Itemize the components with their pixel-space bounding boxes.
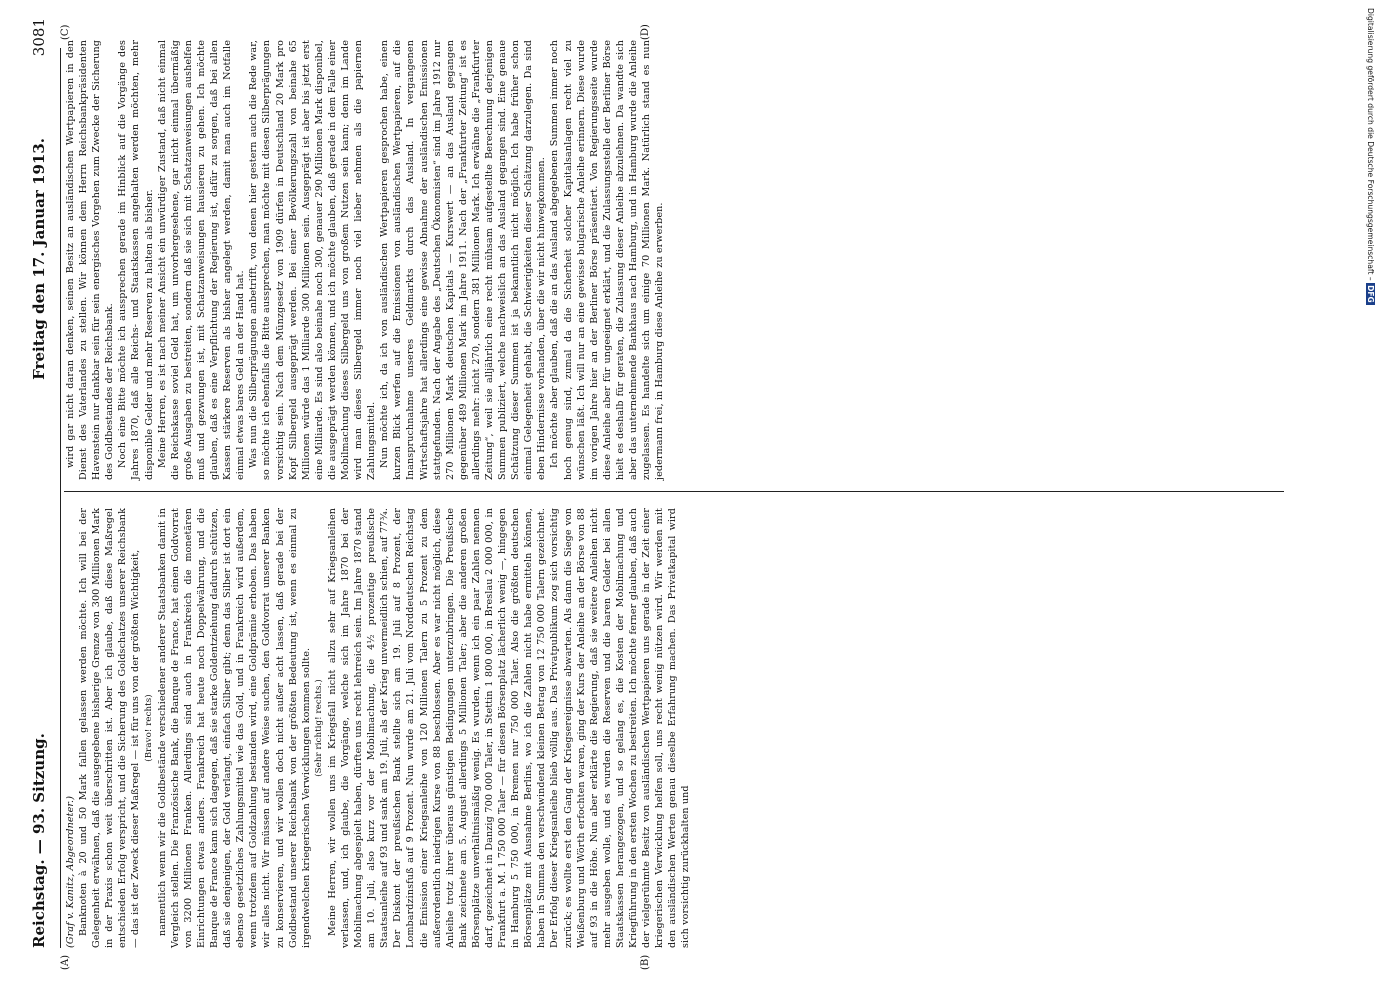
- header-date: Freitag den 17. Januar 1913.: [30, 138, 48, 380]
- paragraph: Nun möchte ich, da ich von ausländischen Wertpapieren gesprochen habe, einen kurzen Blick werfen auf die Emissionen von ausländischen Wertpapieren, auf die Inanspruchnahme unseres Geldmarkts durch das Ausland. In vergangenen Wirtschaftsjahre hat allerdings eine gewisse Abnahme der ausländischen Emissionen stattgefunden. Nach der Angabe des „Deutschen Ökonomisten“ sind im Jahre 1912 nur 270 Millionen Mark deutschen Kapitals — Kurswert — an das Ausland gegangen gegenüber 489 Millionen Mark im Jahre 1911. Nach der „Frankfurter Zeitung“ ist es allerdings mehr: nicht 270, sondern 381 Millionen Mark. Ich erwähne die „Frankfurter Zeitung“, weil sie alljährlich eine recht mühsam aufgestellte Berechnung derjenigen Summen publiziert, welche nachweislich an das Ausland gegangen sind. Eine genaue Schätzung dieser Summen ist ja bekanntlich nicht möglich. Ich habe früher schon einmal Gelegenheit gehabt, die Schwierigkeiten dieser Schätzung darzulegen. Da sind eben Hindernisse vorhanden, über die wir nicht hinwegkommen.: [379, 40, 548, 480]
- paragraph: Meine Herren, es ist nach meiner Ansicht ein unwürdiger Zustand, daß nicht einmal die Reichskasse soviel Geld hat, um unvorhergesehene, gar nicht einmal übermäßig große Ausgaben zu bestreiten, sondern daß sie sich mit Schatzanweisungen aushelfen muß und gezwungen ist, mit Schatzanweisungen hausieren zu gehen. Ich möchte glauben, daß es eine Verpflichtung der Regierung ist, dafür zu sorgen, daß bei allen Kassen stärkere Reserven als bisher angelegt werden, damit man auch im Notfalle einmal etwas bares Geld an der Hand hat.: [156, 40, 247, 480]
- speaker-line: (Graf v. Kanitz, Abgeordneter.): [65, 795, 76, 948]
- paragraph: Noch eine Bitte möchte ich aussprechen gerade im Hinblick auf die Vorgänge des Jahres 1870, daß alle Reichs- und Staatskassen angehalten werden möchten, mehr disponible Gelder und mehr Reserven zu halten als bisher.: [117, 40, 155, 480]
- paragraph: Meine Herren, wir wollen uns im Kriegsfall nicht allzu sehr auf Kriegsanleihen verlassen, und, ich glaube, die Vorgänge, welche sich im Jahre 1870 bei der Mobilmachung abgespielt haben, dürften uns recht lehrreich sein. Im Jahre 1870 stand am 10. Juli, also kurz vor der Mobilmachung, die 4½ prozentige preußische Staatsanleihe auf 93 und sank am 19. Juli, als der Krieg unvermeidlich schien, auf 77¾. Der Diskont der preußischen Bank stellte sich am 19. Juli auf 8 Prozent, der Lombardzinsfuß auf 9 Prozent. Nun wurde am 21. Juli vom Norddeutschen Reichstag die Emission einer Kriegsanleihe von 120 Millionen Talern zu 5 Prozent zu dem außerordentlich niedrigen Kurse von 88 beschlossen. Aber es war nicht möglich, diese Anleihe trotz ihrer überaus günstigen Bedingungen unterzubringen. Die Preußische Bank zeichnete am 5. August allerdings 5 Millionen Taler; aber die anderen großen Börsenplätze unverhältnismäßig wenig. Es wurden, wenn ich ein paar Zahlen nennen darf, gezeichnet in Danzig 700 000 Taler, in Stettin 1 800 000, in Breslau 2 000 000, in Frankfurt a. M. 1 750 000 Taler — für diesen Börsenplatz lächerlich wenig —, hingegen in Hamburg 5 750 000, in Bremen nur 750 000 Taler. Also die größten deutschen Börsenplätze mit Ausnahme Berlins, wo ich die Zahlen nicht habe ermitteln können, haben in Summa den verschwindend kleinen Betrag von 12 750 000 Talern gezeichnet. Der Erfolg dieser Kriegsanleihe blieb völlig aus. Das Privatpublikum zog sich vorsichtig zurück; es wollte erst den Gang der Kriegsereignisse abwarten. Als dann die Siege von Weißenburg und Wörth erfochten waren, ging der Kurs der Anleihe an der Börse von 88 auf 93 in die Höhe. Nun aber erklärte die Regierung, daß sie weitere Anleihen nicht mehr ausgeben wolle, und es wurden die Reserven und die baren Gelder bei allen Staatskassen herangezogen, und so gelang es, die Kosten der Mobilmachung und Kriegführung in den ersten Wochen zu bestreiten. Ich möchte ferner glauben, daß auch der vielgerühmte Besitz von ausländischen Wertpapieren uns gerade in der Zeit einer kriegerischen Verwicklung helfen soll, uns recht wenig nützen wird. Wir werden mit den ausländischen Werten genau dieselbe Erfahrung machen. Das Privatkapital wird sich vorsichtig zurückhalten und: [326, 508, 692, 948]
- left-column: [64, 508, 693, 948]
- margin-marker-a: (A): [60, 954, 71, 970]
- header-session: Reichstag. — 93. Sitzung.: [30, 733, 48, 948]
- interjection: (Sehr richtig! rechts.): [313, 679, 324, 777]
- dfg-logo: DFG: [1366, 285, 1375, 303]
- paragraph: Was nun die Silberprägungen anbetrifft, von denen hier gestern auch die Rede war, so möchte ich ebenfalls die Bitte aussprechen, man möchte mit diesen Silberprägungen vorsichtig sein. Nach dem Münzgesetz von 1909 dürfen in Deutschland 20 Mark pro Kopf Silbergeld ausgeprägt werden. Bei einer Bevölkerungszahl von beinahe 65 Millionen würde das 1 Milliarde 300 Millionen sein. Ausgeprägt ist aber bis jetzt erst eine Milliarde. Es sind also beinahe noch 300, genauer 290 Millionen Mark disponibel, die ausgeprägt werden können, und ich möchte glauben, daß gerade in dem Falle einer Mobilmachung dieses Silbergeld uns von großem Nutzen sein kann; denn im Lande wird man dieses Silbergeld immer noch viel lieber nehmen als die papiernen Zahlungsmittel.: [248, 40, 378, 480]
- right-column: [64, 40, 666, 480]
- digitization-credit: [1365, 8, 1375, 528]
- page-number: 3081: [30, 18, 48, 57]
- paragraph: namentlich wenn wir die Goldbestände verschiedener anderer Staatsbanken damit in Vergleich stellen. Die Französische Bank, die Banque de France, hat einen Goldvorrat von 3200 Millionen Franken. Allerdings sind auch in Frankreich die monetären Einrichtungen etwas anders. Frankreich hat heute noch Doppelwährung, und die Banque de France kann sich dagegen, daß sie starke Goldentziehung dadurch schützen, daß sie denjenigen, der Gold verlangt, einfach Silber gibt; denn das Silber ist dort ein ebenso gesetzliches Zahlungsmittel wie das Gold, und in Frankreich wird außerdem, wenn trotzdem auf Goldzahlung bestanden wird, eine Goldprämie erhoben. Das haben wir alles nicht. Wir müssen auf andere Weise suchen, den Goldvorrat unserer Banken zu konservieren, und wir wollen doch nicht außer acht lassen, daß gerade bei der Goldbestand unserer Reichsbank von der größten Bedeutung ist, wenn es einmal zu irgendwelchen kriegerischen Verwicklungen kommen sollte.: [156, 508, 312, 948]
- column-divider: [64, 491, 1284, 492]
- margin-marker-c: (C): [60, 24, 71, 40]
- paragraph: Ich möchte aber glauben, daß die an das Ausland abgegebenen Summen immer noch hoch genug sind, zumal da die Sicherheit solcher Kapitalsanlagen recht viel zu wünschen läßt. Ich will nur an eine gewisse bulgarische Anleihe erinnern. Diese wurde im vorigen Jahre hier an der Berliner Börse präsentiert. Von Regierungsseite wurde diese Anleihe aber für ungeeignet erklärt, und die Zulassungsstelle der Berliner Börse hielt es deshalb für geraten, die Zulassung dieser Anleihe abzulehnen. Da wandte sich aber das unternehmende Bankhaus nach Hamburg, und in Hamburg wurde die Anleihe zugelassen. Es handelte sich um einige 70 Millionen Mark. Natürlich stand es nun jedermann frei, in Hamburg diese Anleihe zu erwerben.: [549, 40, 666, 480]
- paragraph: Banknoten à 20 und 50 Mark fallen gelassen werden möchte. Ich will bei der Gelegenheit erwähnen, daß die ausgegebene bisherige Grenze von 300 Millionen Mark in der Praxis schon weit überschritten ist. Aber ich glaube, daß diese Maßregel entschieden Erfolg verspricht, und die Sicherung des Goldschatzes unserer Reichsbank — das ist der Zweck dieser Maßregel — ist für uns von der größten Wichtigkeit,: [78, 508, 142, 948]
- margin-marker-b: (B): [640, 954, 651, 970]
- margin-marker-d: (D): [640, 24, 651, 40]
- paragraph: wird gar nicht daran denken, seinen Besitz an ausländischen Wertpapieren in den Dienst des Vaterlandes zu stellen. Wir können dem Herrn Reichsbankpräsidenten Havenstein nur dankbar sein für sein energisches Vorgehen zum Zwecke der Sicherung des Goldbestandes der Reichsbank.: [65, 40, 116, 480]
- interjection: (Bravo! rechts): [143, 694, 154, 762]
- header-rule: [60, 48, 61, 948]
- credit-text: Digitalisierung gefördert durch die Deutsche Forschungsgemeinschaft –: [1366, 8, 1375, 281]
